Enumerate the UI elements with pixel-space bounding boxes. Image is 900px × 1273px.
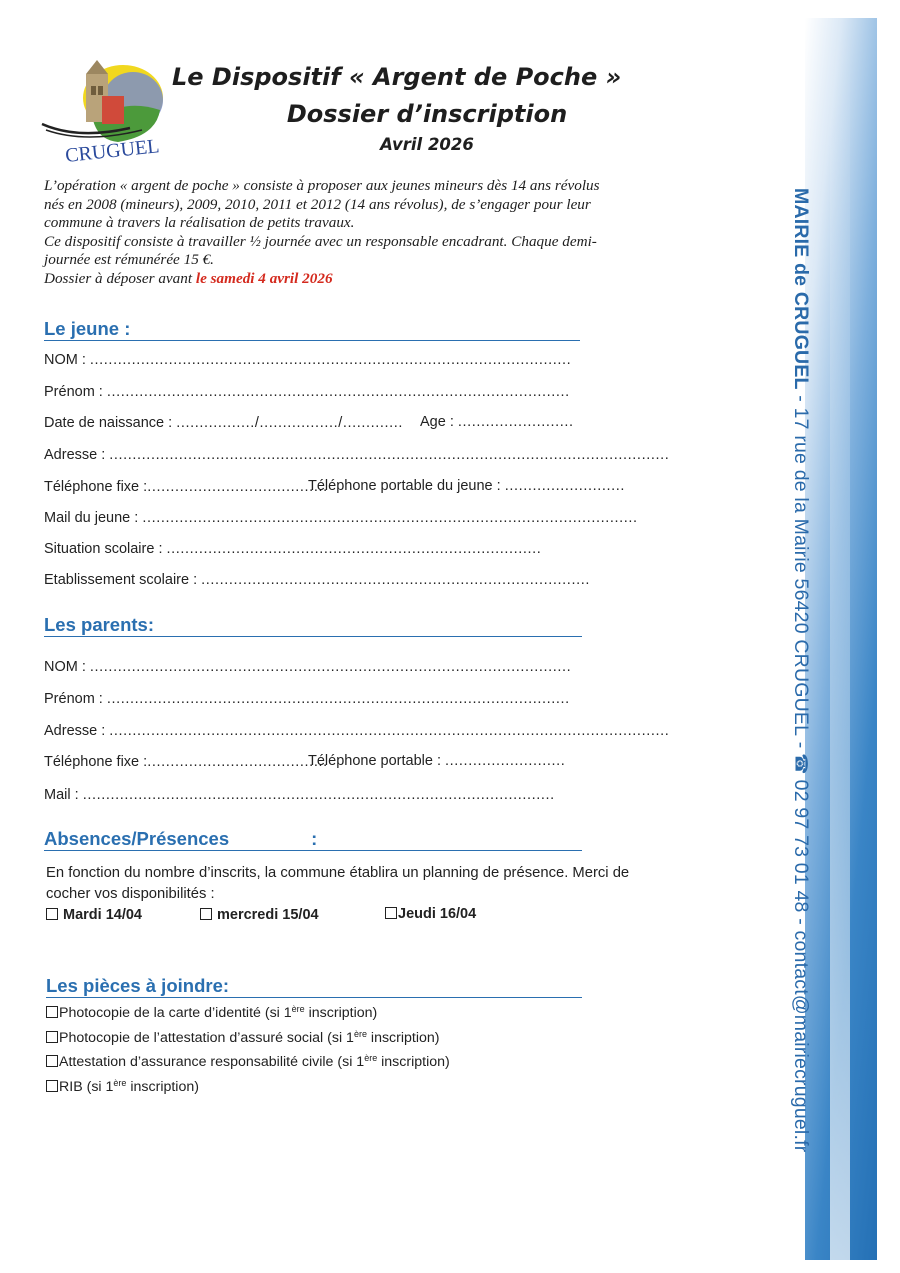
checkbox-piece-assurance-rc[interactable]: Attestation d’assurance responsabilité civile (si 1ère inscription) (46, 1048, 450, 1073)
cruguel-logo (38, 58, 178, 176)
section-heading-jeune: Le jeune : (44, 318, 580, 341)
section-heading-parents: Les parents: (44, 614, 582, 637)
mairie-contact-vertical: MAIRIE de CRUGUEL - 17 rue de la Mairie 56420 CRUGUEL - ☎ 02 97 73 01 48 - contact@mairiecruguel.fr (790, 188, 812, 1153)
mairie-name: MAIRIE de CRUGUEL (790, 188, 812, 390)
field-jeune-mail[interactable]: Mail du jeune : ........................................................................................................... (44, 510, 638, 526)
checkbox-jeudi[interactable]: Jeudi 16/04 (385, 906, 476, 922)
deadline-line: Dossier à déposer avant le samedi 4 avril 2026 (44, 269, 333, 287)
checkbox-mardi[interactable]: Mardi 14/04 (46, 907, 142, 923)
checkbox-box[interactable] (385, 907, 397, 919)
field-parents-adresse[interactable]: Adresse : ......................................................................................................................... (44, 723, 670, 739)
field-parents-mail[interactable]: Mail : ...................................................................................................... (44, 787, 555, 803)
field-jeune-date-naissance[interactable]: Date de naissance : ................./................./............. (44, 415, 404, 431)
checkbox-piece-rib[interactable]: RIB (si 1ère inscription) (46, 1073, 450, 1098)
logo-house (102, 96, 124, 124)
field-jeune-adresse[interactable]: Adresse : ......................................................................................................................... (44, 447, 670, 463)
mairie-address: 17 rue de la Mairie 56420 CRUGUEL (790, 407, 812, 737)
absences-text: En fonction du nombre d’inscrits, la commune établira un planning de présence. Merci de cocher vos disponibilités : (46, 865, 630, 902)
field-jeune-age[interactable]: Age : ......................... (420, 414, 574, 430)
section-heading-pieces: Les pièces à joindre: (46, 975, 582, 998)
checkbox-box[interactable] (200, 908, 212, 920)
mairie-phone: 02 97 73 01 48 (790, 774, 812, 913)
logo-spire (86, 60, 108, 74)
side-band-highlight (830, 18, 850, 1260)
logo-text: CRUGUEL (64, 135, 161, 167)
mairie-email: contact@mairiecruguel.fr (790, 930, 812, 1153)
checkbox-piece-identite[interactable]: Photocopie de la carte d’identité (si 1ère inscription) (46, 999, 450, 1024)
intro-paragraph: L’opération « argent de poche » consiste à proposer aux jeunes mineurs dès 14 ans révolus nés en 2008 (mineurs), 2009, 2010, 2011 et 2012 (14 ans révolus), de s’engager pour leur commune à travers la réalisation de petits travaux. Ce dispositif consiste à travailler ½ journée avec un responsable encadrant. Chaque demi- journée est rémunérée 15 €. Dossier à déposer avant le samedi 4 avril 2026 (44, 177, 674, 289)
section-heading-absences: Absences/Présences : (44, 828, 582, 851)
field-parents-prenom[interactable]: Prénom : .................................................................................................... (44, 691, 570, 707)
pieces-list (46, 999, 450, 1097)
field-jeune-situation-scolaire[interactable]: Situation scolaire : ................................................................................. (44, 541, 542, 557)
field-parents-tel-fixe[interactable]: Téléphone fixe :....................................... (44, 754, 328, 770)
page-date: Avril 2026 (380, 135, 474, 154)
field-jeune-nom[interactable]: NOM : ........................................................................................................ (44, 352, 572, 368)
field-jeune-prenom[interactable]: Prénom : .................................................................................................... (44, 384, 570, 400)
field-parents-tel-portable[interactable]: Téléphone portable : .......................... (308, 753, 566, 769)
phone-icon: ☎ (792, 753, 812, 775)
checkbox-piece-assure-social[interactable]: Photocopie de l’attestation d’assuré social (si 1ère inscription) (46, 1024, 450, 1049)
checkbox-box[interactable] (46, 908, 58, 920)
field-parents-nom[interactable]: NOM : ........................................................................................................ (44, 659, 572, 675)
field-jeune-etablissement[interactable]: Etablissement scolaire : .................................................................................... (44, 572, 590, 588)
page-title-line1: Le Dispositif « Argent de Poche » (172, 63, 622, 91)
deadline-date: le samedi 4 avril 2026 (195, 269, 333, 287)
field-jeune-tel-portable[interactable]: Téléphone portable du jeune : .......................... (308, 478, 626, 494)
checkbox-mercredi[interactable]: mercredi 15/04 (200, 907, 319, 923)
page-title-line2: Dossier d’inscription (286, 100, 568, 128)
field-jeune-tel-fixe[interactable]: Téléphone fixe :....................................... (44, 479, 328, 495)
